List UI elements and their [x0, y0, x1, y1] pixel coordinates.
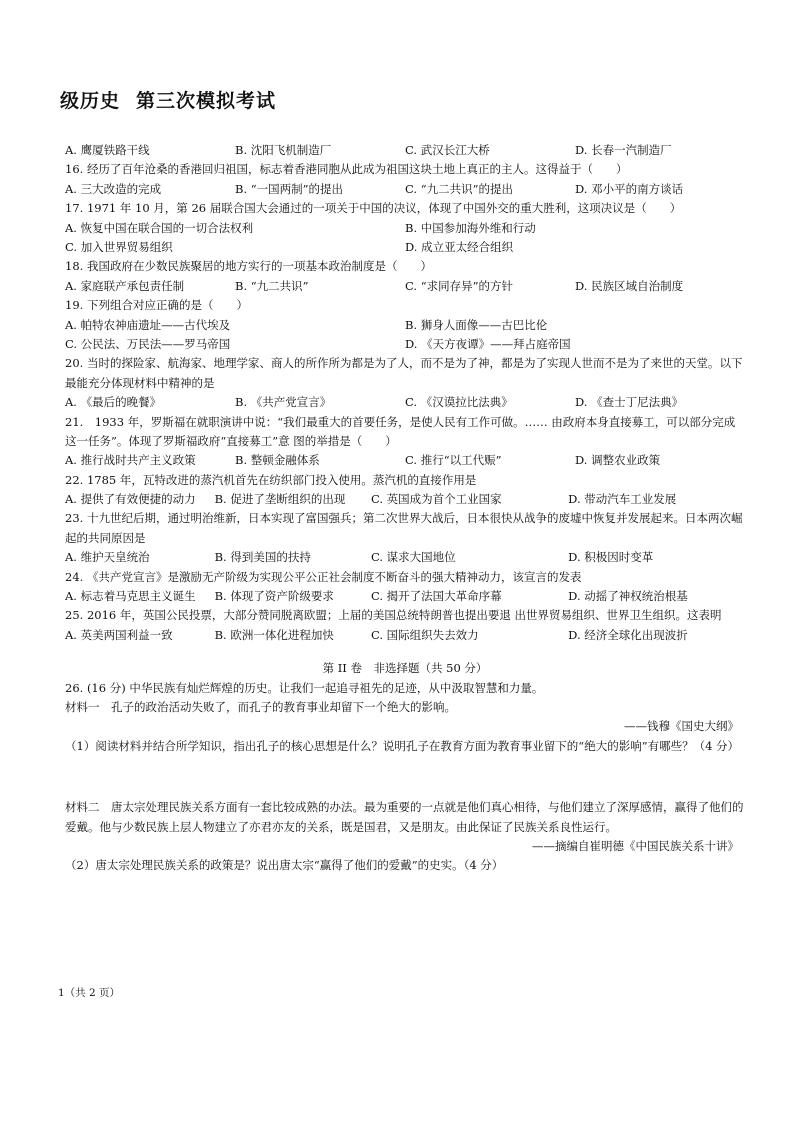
- q22-stem: 22. 1785 年，瓦特改进的蒸汽机首先在纺织部门投入使用。蒸汽机的直接作用是: [65, 472, 477, 487]
- page-number: 1（共 2 页）: [58, 987, 121, 999]
- q23-option-c: C. 谋求大国地位: [370, 550, 456, 565]
- q19-options-row1: [65, 316, 745, 335]
- q16-option-d: D. 邓小平的南方谈话: [575, 181, 684, 196]
- q20-options: [65, 393, 745, 412]
- q19-stem: 19. 下列组合对应正确的是（ ）: [65, 298, 248, 313]
- q23-option-b: B. 得到美国的扶持: [214, 550, 311, 565]
- q21-options: [65, 451, 745, 470]
- q16-options: [65, 180, 745, 199]
- q26-intro: 26. (16 分) 中华民族有灿烂辉煌的历史。让我们一起追寻祖先的足迹，从中汲取智慧和力量。: [65, 680, 544, 695]
- q25-option-b: B. 欧洲一体化进程加快: [214, 627, 334, 642]
- q22-option-d: D. 带动汽车工业发展: [568, 492, 677, 507]
- q17-option-d: D. 成立亚太经合组织: [405, 239, 514, 254]
- q23-options: [65, 548, 745, 567]
- q21-option-d: D. 调整农业政策: [575, 453, 661, 468]
- q20-stem: 20. 当时的探险家、航海家、地理学家、商人的所作所为都是为了人，而不是为了神，都是为了实现人世而不是为了来世的天堂。以下最能充分体现材料中精神的是: [65, 356, 743, 390]
- q16-option-a: A. 三大改造的完成: [65, 181, 162, 196]
- q26-sub-question-2: （2）唐太宗处理民族关系的政策是？说出唐太宗“赢得了他们的爱戴”的史实。（4 分）: [65, 858, 504, 873]
- q24-option-b: B. 体现了资产阶级要求: [214, 589, 334, 604]
- q22-option-c: C. 英国成为首个工业国家: [370, 492, 502, 507]
- q24-option-c: C. 揭开了法国大革命序幕: [370, 589, 502, 604]
- subject-title: 级历史: [60, 90, 121, 112]
- q22-option-b: B. 促进了垄断组织的出现: [214, 492, 346, 507]
- question-area: [65, 141, 745, 876]
- q15-options: [65, 141, 745, 160]
- q15-option-a: A. 鹰厦铁路干线: [65, 143, 150, 157]
- q24-option-d: D. 动摇了神权统治根基: [568, 589, 688, 604]
- q18-option-a: A. 家庭联产承包责任制: [65, 278, 185, 293]
- q22-options: [65, 490, 745, 509]
- q26-material-1: 材料一 孔子的政治活动失败了，而孔子的教育事业却留下一个绝大的影响。: [65, 700, 456, 715]
- q19-option-c: C. 公民法、万民法——罗马帝国: [65, 336, 231, 351]
- q25-option-a: A. 英美两国利益一致: [65, 627, 173, 642]
- q17-options-row1: [65, 219, 745, 238]
- q22-option-a: A. 提供了有效便捷的动力: [65, 492, 196, 507]
- q26-material-1-source: ——钱穆《国史大纲》: [624, 719, 739, 734]
- q17-option-c: C. 加入世界贸易组织: [65, 239, 173, 254]
- q21-stem: 21. 1933 年，罗斯福在就职演讲中说：“我们最重大的首要任务，是使人民有工作可做。…… 由政府本身直接募工，可以部分完成这一任务”。体现了罗斯福政府“直接募工”意 图的举措是（ ）: [65, 414, 736, 448]
- q16-option-b: B. “一国两制”的提出: [235, 181, 344, 196]
- q19-option-d: D. 《天方夜谭》——拜占庭帝国: [405, 336, 571, 351]
- q25-option-c: C. 国际组织失去效力: [370, 627, 479, 642]
- q15-option-b: B. 沈阳飞机制造厂: [235, 143, 332, 157]
- q21-option-a: A. 推行战时共产主义政策: [65, 453, 196, 468]
- q17-option-a: A. 恢复中国在联合国的一切合法权利: [65, 220, 254, 235]
- q26-sub-question-1: （1）阅读材料并结合所学知识，指出孔子的核心思想是什么？说明孔子在教育方面为教育事业留下的“绝大的影响”有哪些？（4 分）: [65, 738, 740, 753]
- q18-option-c: C. “求同存异”的方针: [405, 278, 513, 293]
- q20-option-d: D. 《查士丁尼法典》: [575, 395, 684, 410]
- q18-stem: 18. 我国政府在少数民族聚居的地方实行的一项基本政治制度是（ ）: [65, 259, 432, 274]
- q25-options: [65, 626, 745, 645]
- q19-option-a: A. 帕特农神庙遗址——古代埃及: [65, 317, 231, 332]
- q23-stem: 23. 十九世纪后期，通过明治维新，日本实现了富国强兵；第二次世界大战后，日本很快从战争的废墟中恢复并发展起来。日本两次崛起的共同原因是: [65, 511, 743, 545]
- q18-option-d: D. 民族区域自治制度: [575, 278, 684, 293]
- q24-stem: 24. 《共产党宣言》是激励无产阶级为实现公平公正社会制度不断奋斗的强大精神动力，该宣言的发表: [65, 569, 582, 584]
- q19-option-b: B. 狮身人面像——古巴比伦: [405, 317, 548, 332]
- q21-option-b: B. 整顿金融体系: [235, 453, 320, 468]
- q23-option-a: A. 维护天皇统治: [65, 550, 150, 565]
- q25-stem: 25. 2016 年，英国公民投票，大部分赞同脱离欧盟；上届的美国总统特朗普也提出要退 出世界贸易组织、世界卫生组织。这表明: [65, 608, 722, 623]
- q26-material-2: 材料二 唐太宗处理民族关系方面有一套比较成熟的办法。最为重要的一点就是他们真心相待，与他们建立了深厚感情，赢得了他们的爱戴。他与少数民族上层人物建立了亦君亦友的关系，既是国君，又是朋友。由此保证了民族关系良性运行。: [65, 800, 744, 834]
- part2-heading: 第 II 卷 非选择题（共 50 分）: [322, 661, 488, 676]
- q20-option-c: C. 《汉谟拉比法典》: [405, 395, 513, 410]
- q18-options: [65, 277, 745, 296]
- q17-option-b: B. 中国参加海外维和行动: [405, 220, 536, 235]
- q26-material-2-source: ——摘编自崔明德《中国民族关系十讲》: [532, 839, 739, 854]
- q17-options-row2: [65, 238, 745, 257]
- q16-stem: 16. 经历了百年沧桑的香港回归祖国，标志着香港同胞从此成为祖国这块土地上真正的主人。这得益于（ ）: [65, 162, 628, 177]
- q15-option-c: C. 武汉长江大桥: [405, 143, 490, 157]
- exam-title: 第三次模拟考试: [136, 90, 277, 112]
- page-title: [60, 86, 276, 113]
- q18-option-b: B. “九二共识”: [235, 278, 309, 293]
- q17-stem: 17. 1971 年 10 月，第 26 届联合国大会通过的一项关于中国的决议，体现了中国外交的重大胜利，这项决议是（ ）: [65, 201, 682, 216]
- q25-option-d: D. 经济全球化出现波折: [568, 627, 688, 642]
- q24-options: [65, 587, 745, 606]
- q24-option-a: A. 标志着马克思主义诞生: [65, 589, 196, 604]
- q20-option-b: B. 《共产党宣言》: [235, 395, 332, 410]
- q21-option-c: C. 推行“以工代赈”: [405, 453, 502, 468]
- q15-option-d: D. 长春一汽制造厂: [575, 143, 672, 157]
- q23-option-d: D. 积极因时变革: [568, 550, 654, 565]
- q19-options-row2: [65, 335, 745, 354]
- q20-option-a: A. 《最后的晚餐》: [65, 395, 162, 410]
- q16-option-c: C. “九二共识”的提出: [405, 181, 513, 196]
